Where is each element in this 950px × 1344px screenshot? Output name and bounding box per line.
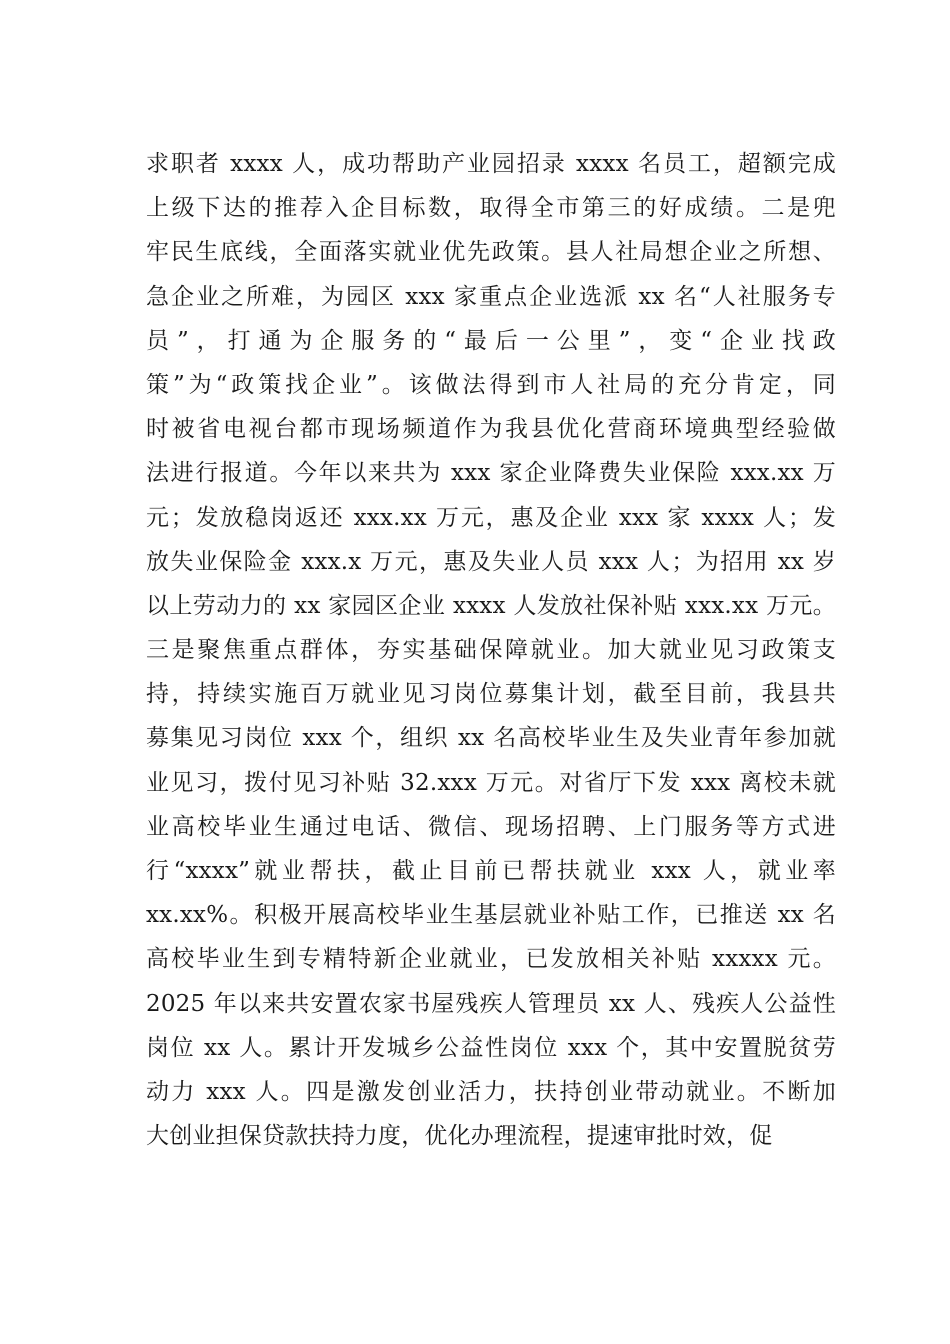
text-line: 急企业之所难，为园区 xxx 家重点企业选派 xx 名“人社服务专 <box>146 283 836 310</box>
text-line: 大创业担保贷款扶持力度，优化办理流程，提速审批时效，促 <box>146 1123 773 1150</box>
text-line: 三是聚焦重点群体，夯实基础保障就业。加大就业见习政策支 <box>146 637 836 664</box>
text-line: 2025 年以来共安置农家书屋残疾人管理员 xx 人、残疾人公益性 <box>146 990 836 1017</box>
text-line: 求职者 xxxx 人，成功帮助产业园招录 xxxx 名员工，超额完成 <box>146 151 836 177</box>
text-line: 高校毕业生到专精特新企业就业，已发放相关补贴 xxxxx 元。 <box>146 946 836 973</box>
text-line: 牢民生底线，全面落实就业优先政策。县人社局想企业之所想、 <box>146 239 836 266</box>
text-line: 持，持续实施百万就业见习岗位募集计划，截至目前，我县共 <box>146 681 836 708</box>
text-line: 法进行报道。今年以来共为 xxx 家企业降费失业保险 xxx.xx 万 <box>146 460 836 487</box>
text-line: 时被省电视台都市现场频道作为我县优化营商环境典型经验做 <box>146 416 836 443</box>
text-line: 以上劳动力的 xx 家园区企业 xxxx 人发放社保补贴 xxx.xx 万元。 <box>146 592 836 619</box>
text-line: 业见习，拨付见习补贴 32.xxx 万元。对省厅下发 xxx 离校未就 <box>146 769 836 796</box>
text-line: 上级下达的推荐入企目标数，取得全市第三的好成绩。二是兜 <box>146 195 836 222</box>
text-line: 动力 xxx 人。四是激发创业活力，扶持创业带动就业。不断加 <box>146 1078 836 1105</box>
text-line: 岗位 xx 人。累计开发城乡公益性岗位 xxx 个，其中安置脱贫劳 <box>146 1034 836 1061</box>
text-line: 行“xxxx”就业帮扶，截止目前已帮扶就业 xxx 人，就业率 <box>146 858 836 884</box>
text-line: 业高校毕业生通过电话、微信、现场招聘、上门服务等方式进 <box>146 813 836 840</box>
body-text <box>146 142 836 1158</box>
text-line: 员”，打通为企服务的“最后一公里”，变“企业找政 <box>146 327 836 354</box>
text-line: 放失业保险金 xxx.x 万元，惠及失业人员 xxx 人；为招用 xx 岁 <box>146 548 836 575</box>
text-line: xx.xx%。积极开展高校毕业生基层就业补贴工作，已推送 xx 名 <box>146 902 836 929</box>
text-line: 元；发放稳岗返还 xxx.xx 万元，惠及企业 xxx 家 xxxx 人；发 <box>146 504 836 531</box>
text-line: 策”为“政策找企业”。该做法得到市人社局的充分肯定，同 <box>146 371 836 398</box>
text-line: 募集见习岗位 xxx 个，组织 xx 名高校毕业生及失业青年参加就 <box>146 725 836 752</box>
